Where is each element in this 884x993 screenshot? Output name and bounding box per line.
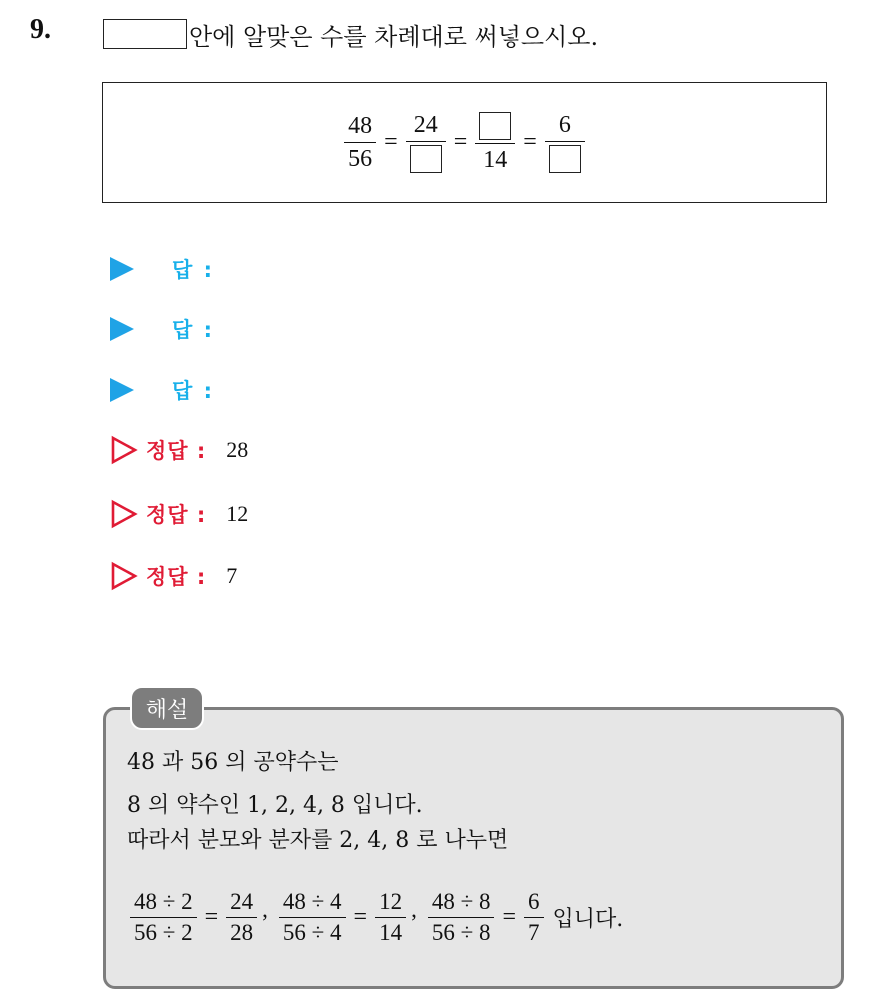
explanation-line-1: 48 과 56 의 공약수는 <box>127 750 339 775</box>
exp-fraction-d-numerator: 12 <box>379 889 403 914</box>
equals-sign: = <box>502 904 517 930</box>
outline-triangle-icon <box>110 435 138 465</box>
outline-triangle-icon <box>110 561 138 591</box>
correct-label: 정답 : <box>146 503 207 527</box>
exp-fraction-e-denominator: 56 ÷ 8 <box>431 920 491 945</box>
correct-label: 정답 : <box>146 565 207 589</box>
equals-sign: = <box>453 129 468 155</box>
answer-row-1[interactable] <box>110 254 214 284</box>
fraction-4 <box>545 112 585 173</box>
correct-value: 7 <box>226 563 238 588</box>
correct-row-2 <box>110 498 248 530</box>
play-arrow-icon <box>110 257 134 281</box>
exp-fraction-a-denominator: 56 ÷ 2 <box>134 920 193 945</box>
explanation-equation <box>125 890 623 945</box>
fraction-1-denominator: 56 <box>348 146 373 172</box>
exp-fraction-f-denominator: 7 <box>528 920 540 945</box>
fraction-3 <box>475 112 515 173</box>
question-line <box>103 16 598 52</box>
exp-fraction-b-numerator: 24 <box>230 889 254 914</box>
explanation-tail-text: 입니다. <box>552 907 624 932</box>
comma: , <box>411 897 417 922</box>
explanation-line-2: 8 의 약수인 1, 2, 4, 8 입니다. <box>127 793 423 818</box>
fraction-1-numerator: 48 <box>348 113 373 139</box>
blank-box-icon <box>103 19 187 49</box>
exp-fraction-c-denominator: 56 ÷ 4 <box>282 920 342 945</box>
fraction-2 <box>406 112 446 173</box>
answer-row-3[interactable] <box>110 375 214 405</box>
exp-fraction-e-numerator: 48 ÷ 8 <box>431 889 491 914</box>
explanation-tag: 해설 <box>130 686 204 730</box>
fraction-2-denominator <box>406 142 446 173</box>
outline-triangle-icon <box>110 499 138 529</box>
correct-row-3 <box>110 560 237 592</box>
answer-blank-3[interactable] <box>549 145 581 173</box>
play-arrow-icon <box>110 317 134 341</box>
equation-box <box>102 82 827 203</box>
correct-value: 12 <box>226 501 249 526</box>
question-text: 안에 알맞은 수를 차례대로 써넣으시오. <box>189 22 599 51</box>
fraction-1 <box>344 113 376 172</box>
explanation-line-3: 따라서 분모와 분자를 2, 4, 8 로 나누면 <box>127 828 509 853</box>
fraction-3-denominator: 14 <box>483 147 508 173</box>
play-arrow-icon <box>110 378 134 402</box>
answer-blank-1[interactable] <box>410 145 442 173</box>
equals-sign: = <box>204 904 219 930</box>
exp-fraction-b <box>226 890 257 945</box>
correct-label: 정답 : <box>146 439 207 463</box>
answer-label: 답 : <box>172 258 214 282</box>
exp-fraction-a-numerator: 48 ÷ 2 <box>134 889 193 914</box>
exp-fraction-e <box>428 890 495 945</box>
equals-sign: = <box>523 129 537 155</box>
exp-fraction-c-numerator: 48 ÷ 4 <box>282 889 342 914</box>
exp-fraction-d-denominator: 14 <box>379 920 403 945</box>
equals-sign: = <box>384 129 398 155</box>
exp-fraction-f <box>524 890 544 945</box>
fraction-4-denominator <box>545 142 585 173</box>
fraction-2-numerator: 24 <box>413 112 438 138</box>
correct-value: 28 <box>226 437 249 462</box>
exp-fraction-f-numerator: 6 <box>528 889 540 914</box>
exp-fraction-d <box>375 890 406 945</box>
exp-fraction-b-denominator: 28 <box>230 920 254 945</box>
answer-row-2[interactable] <box>110 314 214 344</box>
question-number: 9. <box>30 14 51 45</box>
answer-label: 답 : <box>172 379 214 403</box>
comma: , <box>262 897 268 922</box>
fraction-4-numerator: 6 <box>558 112 571 138</box>
equals-sign: = <box>353 904 368 930</box>
answer-label: 답 : <box>172 318 214 342</box>
fraction-3-numerator <box>475 112 515 143</box>
correct-row-1 <box>110 434 248 466</box>
answer-blank-2[interactable] <box>479 112 511 140</box>
exp-fraction-a <box>130 890 197 945</box>
exp-fraction-c <box>279 890 346 945</box>
